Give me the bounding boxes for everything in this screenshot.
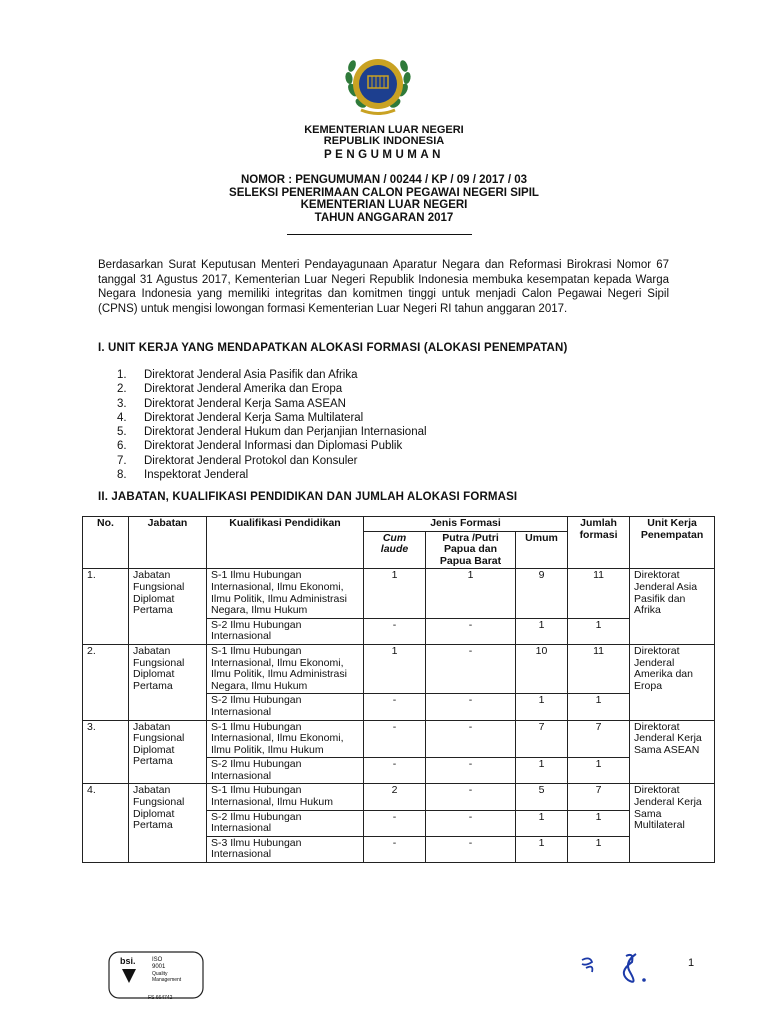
cell-jumlah: 11 <box>568 644 630 693</box>
cell-unit: Direktorat Jenderal Kerja Sama ASEAN <box>630 720 715 784</box>
cell-no: 2. <box>83 644 129 720</box>
cell-cum-laude: 1 <box>364 569 426 618</box>
cell-cum-laude: - <box>364 810 426 836</box>
cell-kualifikasi: S-3 Ilmu Hubungan Internasional <box>207 836 364 862</box>
formasi-table <box>82 516 715 863</box>
unit-list-label: Direktorat Jenderal Protokol dan Konsuler <box>144 454 358 467</box>
cell-jumlah: 7 <box>568 784 630 810</box>
cell-unit: Direktorat Jenderal Kerja Sama Multilateral <box>630 784 715 863</box>
svg-text:ISO: ISO <box>152 957 163 963</box>
cell-no: 3. <box>83 720 129 784</box>
section2-title: II. JABATAN, KUALIFIKASI PENDIDIKAN DAN JUMLAH ALOKASI FORMASI <box>98 491 518 503</box>
cell-jumlah: 1 <box>568 836 630 862</box>
cell-cum-laude: - <box>364 720 426 758</box>
doc-type: PENGUMUMAN <box>324 149 444 161</box>
cell-kualifikasi: S-1 Ilmu Hubungan Internasional, Ilmu Hukum <box>207 784 364 810</box>
header-jenis-formasi: Jenis Formasi <box>364 517 568 532</box>
header-unit: Unit Kerja Penempatan <box>630 517 715 569</box>
cell-papua: - <box>426 810 516 836</box>
cell-no: 4. <box>83 784 129 863</box>
unit-list <box>117 368 427 482</box>
unit-list-item <box>117 411 427 425</box>
cell-cum-laude: - <box>364 836 426 862</box>
cell-cum-laude: - <box>364 618 426 644</box>
cell-umum: 1 <box>516 618 568 644</box>
cell-umum: 1 <box>516 694 568 720</box>
unit-list-item <box>117 397 427 411</box>
unit-list-item <box>117 468 427 482</box>
cell-umum: 7 <box>516 720 568 758</box>
cell-cum-laude: 2 <box>364 784 426 810</box>
header-umum: Umum <box>516 531 568 569</box>
header-cum-laude: Cum laude <box>364 531 426 569</box>
cell-jumlah: 1 <box>568 694 630 720</box>
unit-list-number: 8. <box>117 469 127 482</box>
cell-jumlah: 1 <box>568 758 630 784</box>
ministry-name: KEMENTERIAN LUAR NEGERI <box>304 124 464 136</box>
header-jumlah: Jumlah formasi <box>568 517 630 569</box>
svg-text:Quality: Quality <box>152 971 168 977</box>
header-papua: Putra /Putri Papua dan Papua Barat <box>426 531 516 569</box>
unit-list-label: Direktorat Jenderal Informasi dan Diplomasi Publik <box>144 440 403 453</box>
ministry-emblem-icon <box>343 50 413 118</box>
unit-list-label: Direktorat Jenderal Asia Pasifik dan Afrika <box>144 369 358 381</box>
bsi-iso-certification-logo <box>108 951 204 1001</box>
formasi-table-body <box>83 569 715 863</box>
table-row <box>83 569 715 618</box>
header-no: No. <box>83 517 129 569</box>
cell-jumlah: 1 <box>568 810 630 836</box>
unit-list-label: Inspektorat Jenderal <box>144 469 249 482</box>
table-header-row <box>83 517 715 532</box>
handwritten-initials <box>578 950 658 990</box>
letterhead <box>0 125 768 147</box>
cell-jumlah: 11 <box>568 569 630 618</box>
cell-kualifikasi: S-1 Ilmu Hubungan Internasional, Ilmu Ekonomi, Ilmu Politik, Ilmu Administrasi Negara, Ilmu Hukum <box>207 569 364 618</box>
cell-papua: 1 <box>426 569 516 618</box>
cell-jumlah: 7 <box>568 720 630 758</box>
doc-heading <box>0 174 768 224</box>
cell-umum: 9 <box>516 569 568 618</box>
section1-title: I. UNIT KERJA YANG MENDAPATKAN ALOKASI FORMASI (ALOKASI PENEMPATAN) <box>98 342 568 354</box>
doc-subject-line1: SELEKSI PENERIMAAN CALON PEGAWAI NEGERI SIPIL <box>229 186 539 199</box>
svg-text:FS 664742: FS 664742 <box>148 995 173 1001</box>
unit-list-item <box>117 425 427 439</box>
cell-kualifikasi: S-2 Ilmu Hubungan Internasional <box>207 694 364 720</box>
unit-list-label: Direktorat Jenderal Amerika dan Eropa <box>144 383 343 396</box>
cell-papua: - <box>426 758 516 784</box>
cell-umum: 5 <box>516 784 568 810</box>
cell-kualifikasi: S-2 Ilmu Hubungan Internasional <box>207 810 364 836</box>
doc-subject-line3: TAHUN ANGGARAN 2017 <box>314 211 454 224</box>
cell-papua: - <box>426 720 516 758</box>
unit-list-number: 5. <box>117 426 127 439</box>
cell-jabatan: Jabatan Fungsional Diplomat Pertama <box>129 784 207 863</box>
unit-list-label: Direktorat Jenderal Hukum dan Perjanjian Internasional <box>144 426 427 439</box>
cell-umum: 10 <box>516 644 568 693</box>
republic-name: REPUBLIK INDONESIA <box>323 135 445 147</box>
svg-text:bsi.: bsi. <box>120 956 136 966</box>
cell-umum: 1 <box>516 836 568 862</box>
cell-jabatan: Jabatan Fungsional Diplomat Pertama <box>129 569 207 645</box>
table-row <box>83 784 715 810</box>
cell-unit: Direktorat Jenderal Amerika dan Eropa <box>630 644 715 720</box>
cell-papua: - <box>426 644 516 693</box>
unit-list-number: 4. <box>117 411 127 424</box>
unit-list-item <box>117 439 427 453</box>
unit-list-item <box>117 382 427 396</box>
cell-papua: - <box>426 618 516 644</box>
doc-number: NOMOR : PENGUMUMAN / 00244 / KP / 09 / 2017 / 03 <box>240 174 528 186</box>
svg-text:Management: Management <box>152 977 182 983</box>
unit-list-label: Direktorat Jenderal Kerja Sama ASEAN <box>144 397 346 410</box>
cell-kualifikasi: S-1 Ilmu Hubungan Internasional, Ilmu Ekonomi, Ilmu Politik, Ilmu Hukum <box>207 720 364 758</box>
cell-umum: 1 <box>516 758 568 784</box>
doc-subject-line2: KEMENTERIAN LUAR NEGERI <box>300 199 468 212</box>
cell-jumlah: 1 <box>568 618 630 644</box>
cell-papua: - <box>426 836 516 862</box>
unit-list-item <box>117 454 427 468</box>
cell-kualifikasi: S-2 Ilmu Hubungan Internasional <box>207 618 364 644</box>
page-number: 1 <box>688 957 695 969</box>
intro-paragraph: Berdasarkan Surat Keputusan Menteri Pendayagunaan Aparatur Negara dan Reformasi Birokrasi Nomor 67 tanggal 31 Agustus 2017, Kementerian Luar Negeri Republik Indonesia membuka kesempatan kepada Warga Negara Indonesia yang memiliki integritas dan komitmen tinggi untuk menjadi Calon Pegawai Negeri Sipil (CPNS) untuk mengisi lowongan formasi Kementerian Luar Negeri RI tahun anggaran 2017. <box>98 259 669 315</box>
cell-umum: 1 <box>516 810 568 836</box>
unit-list-item <box>117 368 427 382</box>
unit-list-label: Direktorat Jenderal Kerja Sama Multilateral <box>144 411 364 424</box>
cell-kualifikasi: S-1 Ilmu Hubungan Internasional, Ilmu Ekonomi, Ilmu Politik, Ilmu Administrasi Negara, Ilmu Hukum <box>207 644 364 693</box>
unit-list-number: 2. <box>117 383 127 396</box>
header-kualifikasi: Kualifikasi Pendidikan <box>207 517 364 569</box>
cell-papua: - <box>426 694 516 720</box>
table-row <box>83 644 715 693</box>
unit-list-number: 7. <box>117 454 127 467</box>
unit-list-number: 3. <box>117 397 127 410</box>
heading-divider <box>287 234 472 235</box>
svg-text:9001: 9001 <box>152 964 166 970</box>
unit-list-number: 6. <box>117 440 127 453</box>
cell-kualifikasi: S-2 Ilmu Hubungan Internasional <box>207 758 364 784</box>
cell-no: 1. <box>83 569 129 645</box>
cell-jabatan: Jabatan Fungsional Diplomat Pertama <box>129 720 207 784</box>
unit-list-number: 1. <box>117 369 127 381</box>
cell-jabatan: Jabatan Fungsional Diplomat Pertama <box>129 644 207 720</box>
cell-cum-laude: 1 <box>364 644 426 693</box>
cell-unit: Direktorat Jenderal Asia Pasifik dan Afrika <box>630 569 715 645</box>
cell-cum-laude: - <box>364 694 426 720</box>
table-row <box>83 720 715 758</box>
cell-papua: - <box>426 784 516 810</box>
cell-cum-laude: - <box>364 758 426 784</box>
header-jabatan: Jabatan <box>129 517 207 569</box>
